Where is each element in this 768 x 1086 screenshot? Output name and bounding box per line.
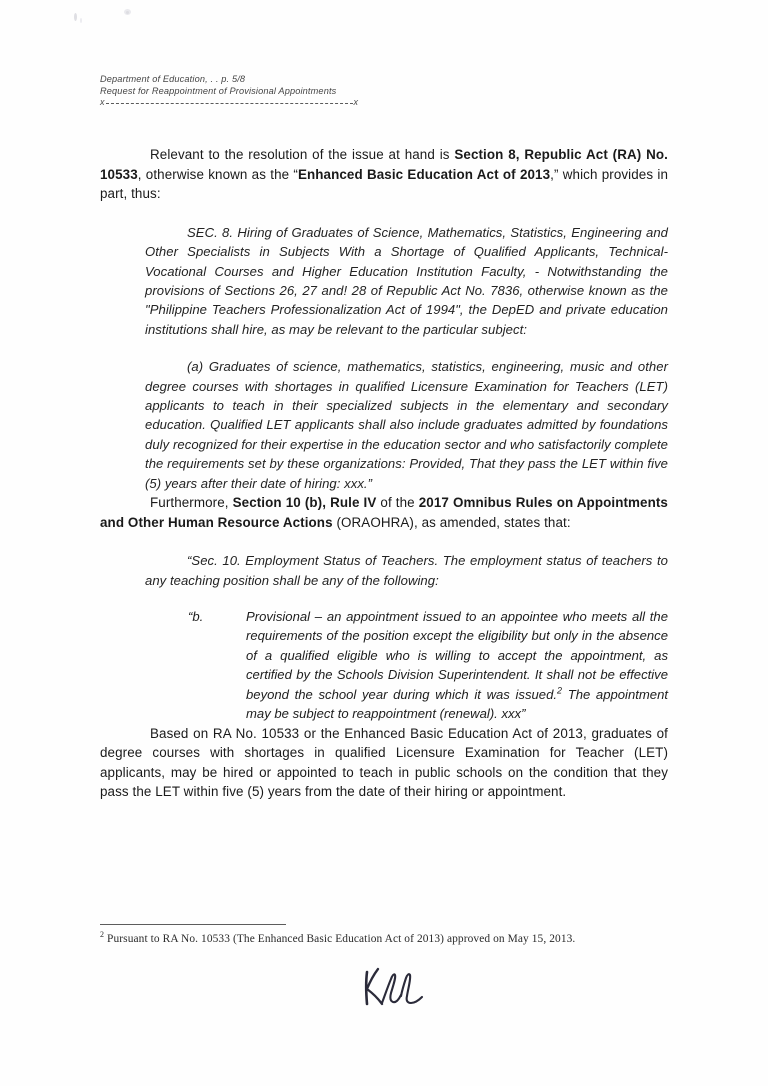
scan-artifact (80, 18, 82, 23)
footnote-body: Pursuant to RA No. 10533 (The Enhanced Basic Education Act of 2013) approved on May 15, 2013. (104, 933, 576, 945)
header-dashed-separator (100, 98, 358, 107)
scan-artifact (74, 13, 77, 21)
header-line-subject: Request for Reappointment of Provisional Appointments (100, 86, 337, 96)
item-b-text (246, 607, 668, 723)
para1-seg1: Relevant to the resolution of the issue at hand is (150, 147, 455, 162)
quote-section-8: SEC. 8. Hiring of Graduates of Science, Mathematics, Statistics, Engineering and Other Specialists in Subjects With a Shortage of Qualified Applicants, Technical- Vocational Courses and Higher Education Institution Faculty, - Notwithstanding the provisions of Sections 26, 27 and! 28 of Republic Act No. 7836, otherwise known as the "Philippine Teachers Professionalization Act of 1994", the DepED and private education institutions shall hire, as may be relevant to the particular subject: (145, 224, 668, 337)
paragraph-based-on-ra-10533: Based on RA No. 10533 or the Enhanced Basic Education Act of 2013, graduates of degree courses with shortages in qualified Licensure Examination for Teacher (LET) applicants, may be hired or appointed to teach in public schools on the condition that they pass the LET within five (5) years from the date of their hiring or appointment. (100, 725, 668, 800)
paragraph-relevant-to-resolution (100, 145, 668, 204)
separator-end-marker: x (353, 97, 358, 107)
para1-bold1: Section 8, Republic Act (RA) No. 10533 (100, 147, 668, 182)
handwritten-signature-initials (358, 962, 428, 1014)
header-line-department: Department of Education, . . p. 5/8 (100, 74, 246, 84)
paragraph-furthermore (100, 493, 668, 532)
para2-seg2: of the (376, 495, 419, 511)
separator-start-marker: x (100, 97, 105, 107)
item-b-text-before: Provisional – an appointment issued to an appointee who meets all the requirements of the position except the eligibility but only in the absence of a qualified eligible who is willing to accept the appointment, as certified by the Schools Division Superintendent. It shall not be effective beyond the school year during which it was issued. (246, 609, 668, 702)
para2-seg3: (ORAOHRA), as amended, states that: (332, 514, 571, 530)
footnote-block (100, 924, 660, 946)
para1-seg3: ,” which provides in part, thus: (100, 166, 668, 202)
para2-bold1: Section 10 (b), Rule IV (232, 495, 377, 511)
footnote-reference-marker: 2 (557, 685, 563, 696)
item-b-text-after: The appointment may be subject to reappointment (renewal). xxx” (246, 686, 668, 722)
footnote-entry (100, 932, 660, 946)
scan-artifact (124, 9, 131, 15)
para2-seg1: Furthermore, (150, 495, 233, 511)
para1-seg2: , otherwise known as the “ (137, 166, 298, 182)
separator-dashes (106, 103, 353, 104)
document-body (100, 145, 668, 802)
document-header (100, 73, 400, 107)
para1-bold2: Enhanced Basic Education Act of 2013 (297, 166, 551, 182)
quote-section-8-item-a: (a) Graduates of science, mathematics, statistics, engineering, music and other degree courses with shortages in qualified Licensure Examination for Teachers (LET) applicants to teach in their specialized subjects in the elementary and secondary education. Qualified LET applicants shall also include graduates admitted by foundations duly recognized for their expertise in the education sector and who satisfactorily complete the requirements set by these organizations: Provided, That they pass the LET within five (5) years after their date of hiring: xxx.” (145, 359, 668, 491)
quote-section-10: “Sec. 10. Employment Status of Teachers. The employment status of teachers to any teaching position shall be any of the following: (145, 553, 668, 588)
scan-artifact (126, 11, 129, 14)
para2-bold2: 2017 Omnibus Rules on Appointments and Other Human Resource Actions (100, 495, 668, 530)
item-b-label: “b. (188, 609, 204, 625)
footnote-number: 2 (100, 930, 105, 940)
quote-section-10-item-b (188, 607, 668, 723)
footnote-separator-rule (100, 924, 286, 925)
